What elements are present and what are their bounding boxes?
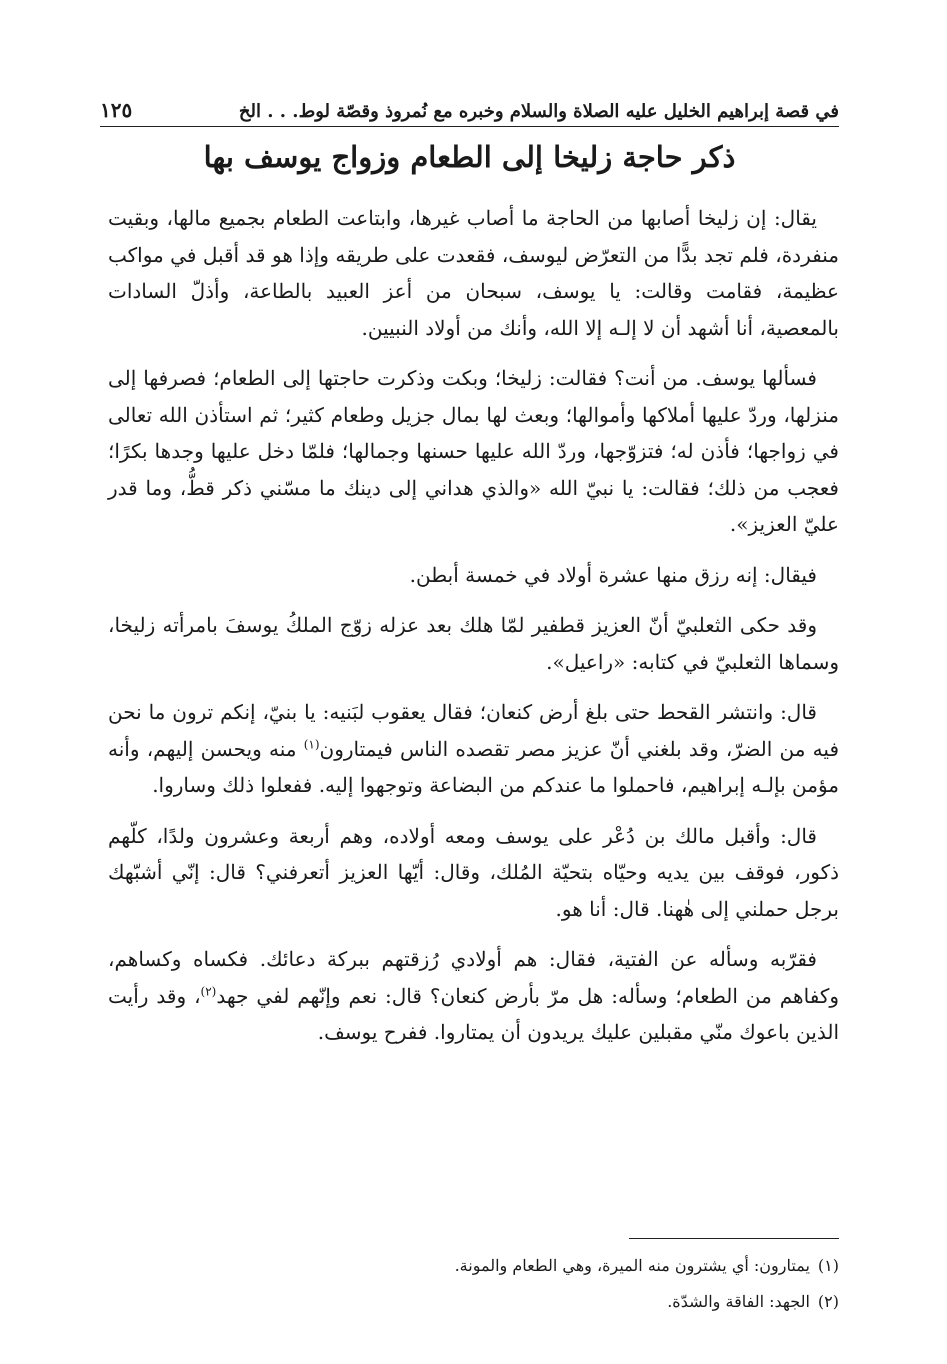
footnote-reference: (١)	[303, 736, 320, 751]
footnote	[108, 1248, 839, 1284]
paragraph	[108, 941, 839, 1051]
running-header	[100, 86, 839, 127]
footnotes	[108, 1248, 839, 1320]
paragraph: فيقال: إنه رزق منها عشرة أولاد في خمسة أبطن.	[409, 562, 817, 587]
footnote-text: الجهد: الفاقة والشدّة.	[667, 1292, 810, 1311]
body-text	[108, 200, 839, 1065]
footnote-number: (٢)	[817, 1292, 839, 1311]
paragraph-text: فقرّبه وسأله عن الفتية، فقال: هم أولادي رُزقتهم ببركة دعائك. فكساه وكساهم، وكفاهم من الطعام؛ وسأله: هل مرّ بأرض كنعان؟ قال: نعم وإنّهم لفي جهد	[108, 947, 839, 1008]
footnote-separator	[629, 1238, 839, 1239]
chapter-title: ذكر حاجة زليخا إلى الطعام وزواج يوسف بها	[203, 140, 736, 174]
paragraph: فسألها يوسف. من أنت؟ فقالت: زليخا؛ وبكت وذكرت حاجتها إلى الطعام؛ فصرفها إلى منزلها، وردّ عليها أملاكها وأموالها؛ وبعث لها بمال جزيل وطعام كثير؛ ثم استأذن الله تعالى في زواجها؛ فأذن له؛ فتزوّجها، وردّ الله عليها حسنها وجمالها؛ فلمّا دخل عليها وجدها بكرًا؛ فعجب من ذلك؛ فقالت: يا نبيّ الله «والذي هداني إلى دينك ما مسّني ذكر قطُّ، وما قدر عليّ العزيز».	[108, 366, 839, 536]
paragraph-text: قال: وانتشر القحط حتى بلغ أرض كنعان؛ فقال يعقوب لبَنيه: يا بنيّ، إنكم ترون ما نحن فيه من الضرّ، وقد بلغني أنّ عزيز مصر تقصده الناس فيمتارون	[108, 700, 839, 761]
paragraph: يقال: إن زليخا أصابها من الحاجة ما أصاب غيرها، وابتاعت الطعام بجميع مالها، وبقيت منفردة، فلم تجد بدًّا من التعرّض ليوسف، فقعدت على طريقه وإذا هو قد أقبل في مواكب عظيمة، فقامت وقالت: يا يوسف، سبحان من أعز العبيد بالطاعة، وأذلّ السادات بالمعصية، أنا أشهد أن لا إلـه إلا الله، وأنك من أولاد النبيين.	[108, 206, 839, 340]
footnote	[108, 1284, 839, 1320]
footnote-text: يمتارون: أي يشترون منه الميرة، وهي الطعام والمونة.	[454, 1256, 810, 1275]
paragraph	[108, 694, 839, 804]
footnote-reference: (٢)	[200, 983, 217, 998]
paragraph-text: منه ويحسن إليهم، وأنه مؤمن بإلـه إبراهيم، فاحملوا ما عندكم من البضاعة وتوجهوا إليه. ففعلوا ذلك وساروا.	[108, 736, 839, 797]
running-title: في قصة إبراهيم الخليل عليه الصلاة والسلام وخبره مع نُمروذ وقصّة لوط. . . الخ	[238, 101, 839, 122]
paragraph-text: ، وقد رأيت الذين باعوك منّي مقبلين عليك يريدون أن يمتاروا. ففرح يوسف.	[108, 983, 839, 1044]
footnote-number: (١)	[817, 1256, 839, 1275]
paragraph: قال: وأقبل مالك بن دُعْر على يوسف ومعه أولاده، وهم أربعة وعشرون ولدًا، كلّهم ذكور، فوقف بين يديه وحيّاه بتحيّة المُلك، وقال: أيّها العزيز أتعرفني؟ قال: إنّي أشبّهك برجل حملني إلى هٰهنا. قال: أنا هو.	[108, 823, 839, 921]
page-number: ١٢٥	[100, 98, 133, 122]
paragraph: وقد حكى الثعلبيّ أنّ العزيز قطفير لمّا هلك بعد عزله زوّج الملكُ يوسفَ بامرأته زليخا، وسماها الثعلبيّ في كتابه: «راعيل».	[108, 613, 839, 674]
